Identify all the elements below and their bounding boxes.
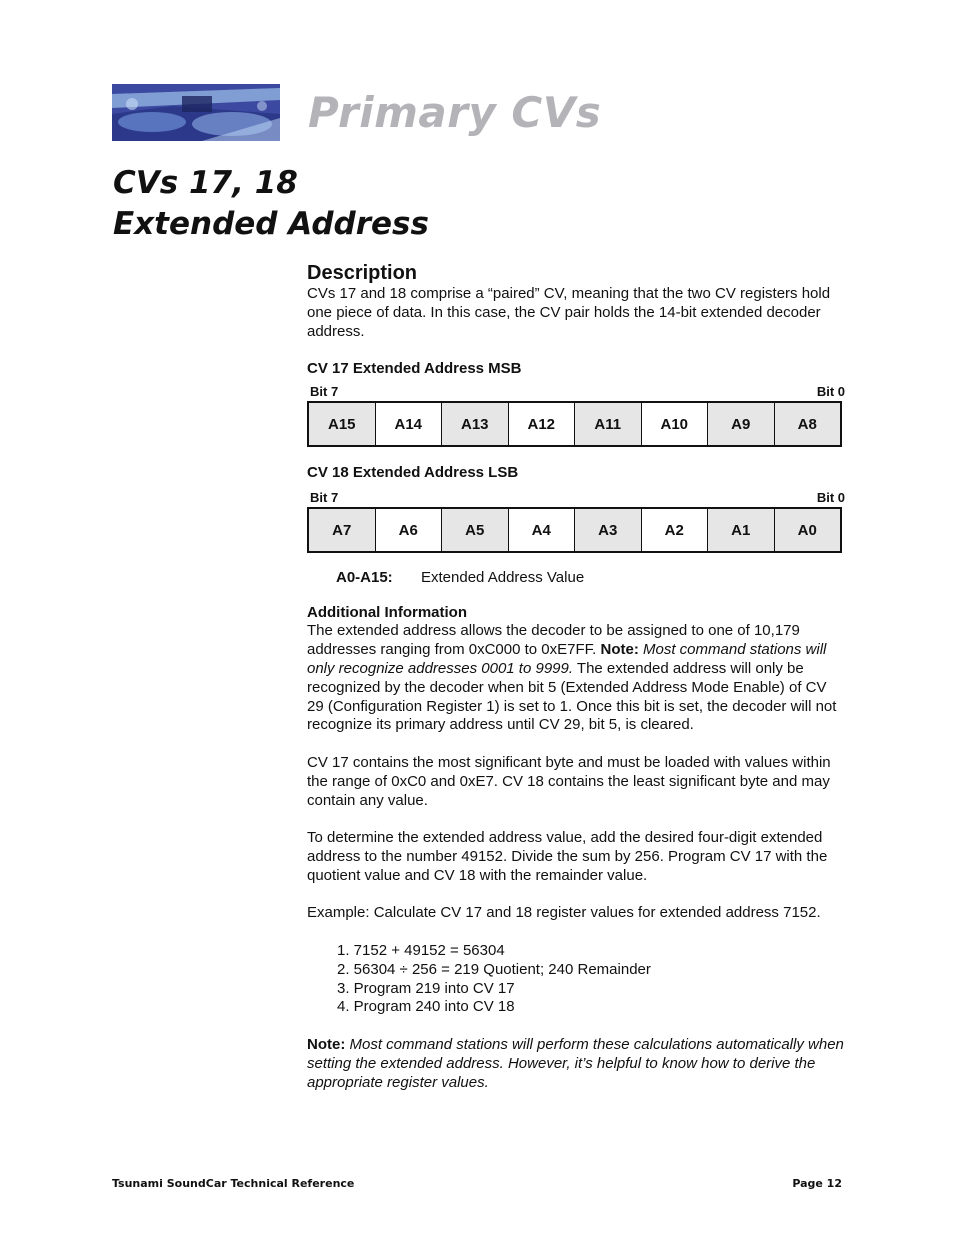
list-item: 3. Program 219 into CV 17 [337, 979, 515, 997]
cv17-bit-cell: A12 [508, 403, 575, 445]
additional-paragraph-1 [307, 622, 847, 735]
list-item: 2. 56304 ÷ 256 = 219 Quotient; 240 Remainder [337, 960, 651, 978]
cv18-bit7-label: Bit 7 [310, 490, 339, 506]
cv18-bit-cell: A7 [309, 509, 375, 551]
cv17-bit0-label: Bit 0 [816, 384, 845, 400]
additional-paragraph-2: CV 17 contains the most significant byte and must be loaded with values within the range of 0xC0 and 0xE7. CV 18 contains the least significant byte and may contain any value. [307, 753, 831, 809]
cv17-heading: CV 17 Extended Address MSB [307, 360, 522, 378]
cv17-bit-cell: A14 [375, 403, 442, 445]
list-item: 1. 7152 + 49152 = 56304 [337, 941, 505, 959]
note-label: Note: [600, 641, 639, 659]
train-interior-graphic [112, 84, 280, 141]
cv18-bit-cell: A4 [508, 509, 575, 551]
additional-paragraph-4: Example: Calculate CV 17 and 18 register values for extended address 7152. [307, 904, 821, 922]
cv18-bit-cell: A3 [574, 509, 641, 551]
cv18-bit-cell: A5 [441, 509, 508, 551]
list-item: 4. Program 240 into CV 18 [337, 998, 515, 1016]
cv17-bit-cell: A9 [707, 403, 774, 445]
description-text: CVs 17 and 18 comprise a “paired” CV, meaning that the two CV registers hold one piece of data. In this case, the CV pair holds the 14-bit extended decoder address. [307, 285, 831, 340]
cv18-bit-labels [307, 490, 847, 505]
page-title [113, 163, 429, 245]
cv17-bit-cell: A13 [441, 403, 508, 445]
additional-p1-text: The extended address allows the decoder to be assigned to one of 10,179 addresses ranging from 0xC000 to 0xE7FF. [307, 622, 800, 659]
additional-heading: Additional Information [307, 604, 467, 622]
cv18-bit-cell: A1 [707, 509, 774, 551]
legend-key: A0-A15: [336, 569, 393, 587]
footer-document-title: Tsunami SoundCar Technical Reference [112, 1177, 355, 1190]
cv17-bit-cell: A8 [774, 403, 841, 445]
section-title: Primary CVs [308, 88, 602, 137]
cv18-bit-cell: A2 [641, 509, 708, 551]
note-italic-text: Most command stations will only recognize addresses 0001 to 9999. [307, 641, 827, 677]
bit-legend [336, 569, 847, 586]
cv18-heading: CV 18 Extended Address LSB [307, 464, 519, 482]
header-banner-image [112, 84, 280, 141]
cv18-bit-cell: A0 [774, 509, 841, 551]
page-title-line-1: CVs 17, 18 [113, 165, 298, 201]
cv18-bit-table [307, 507, 842, 553]
final-note [307, 1036, 847, 1092]
main-content [307, 261, 847, 1092]
cv17-bit-table [307, 401, 842, 447]
cv17-bit7-label: Bit 7 [310, 384, 339, 400]
cv17-bit-cell: A10 [641, 403, 708, 445]
cv17-bit-cell: A11 [574, 403, 641, 445]
description-heading: Description [307, 262, 418, 284]
additional-p1-text-cont: The extended address will only be recognized by the decoder when bit 5 (Extended Address Mode Enable) of CV 29 (Configuration Register 1) is set to 1. Once this bit is set, the decoder will not recognize its primary address until CV 29, bit 5, is cleared. [307, 659, 837, 734]
final-note-label: Note: [307, 1035, 346, 1053]
calculation-steps [337, 942, 847, 1017]
cv18-bit-cell: A6 [375, 509, 442, 551]
cv17-bit-labels [307, 384, 847, 399]
legend-value: Extended Address Value [421, 569, 585, 587]
final-note-italic-text: Most command stations will perform these calculations automatically when setting the extended address. However, it’s helpful to know how to derive the appropriate register values. [307, 1035, 844, 1091]
cv17-bit-cell: A15 [309, 403, 375, 445]
additional-paragraph-3: To determine the extended address value, add the desired four-digit extended address to the number 49152. Divide the sum by 256. Program CV 17 with the quotient value and CV 18 with the remainder value. [307, 829, 828, 884]
cv18-bit0-label: Bit 0 [816, 490, 845, 506]
footer-page-number: Page 12 [792, 1177, 842, 1190]
page-title-line-2: Extended Address [113, 206, 429, 242]
